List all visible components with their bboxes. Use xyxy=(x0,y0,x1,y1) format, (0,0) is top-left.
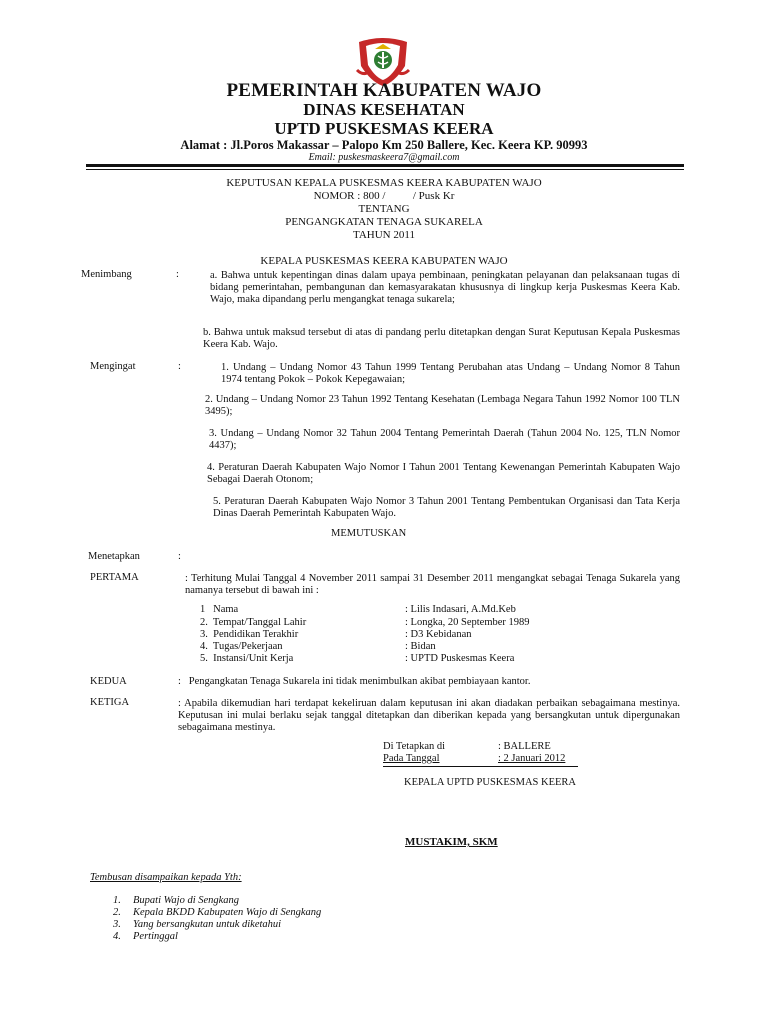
decree-subject: PENGANGKATAN TENAGA SUKARELA xyxy=(285,216,483,228)
decree-year: TAHUN 2011 xyxy=(353,229,415,241)
tembusan-num-3: 3. xyxy=(113,919,121,930)
memutuskan-heading: MEMUTUSKAN xyxy=(331,528,407,539)
tanggal-label: Pada Tanggal xyxy=(383,753,440,764)
letterhead-department: DINAS KESEHATAN xyxy=(303,100,465,119)
mengingat-label: Mengingat xyxy=(90,361,136,372)
mengingat-item-1: 1. Undang – Undang Nomor 43 Tahun 1999 Tentang Perubahan atas Undang – Undang Nomor 8 Tahun 1974 tentang Pokok – Pokok Kepegawaian; xyxy=(221,362,680,385)
field-label-education: 3. Pendidikan Terakhir xyxy=(200,629,299,640)
decree-title: KEPUTUSAN KEPALA PUSKESMAS KEERA KABUPATEN WAJO xyxy=(226,177,542,189)
field-value-name: : Lilis Indasari, A.Md.Keb xyxy=(405,604,516,615)
decree-tentang: TENTANG xyxy=(358,203,410,215)
menetapkan-label: Menetapkan xyxy=(88,551,140,562)
tembusan-title: Tembusan disampaikan kepada Yth: xyxy=(90,872,242,883)
signatory-position: KEPALA UPTD PUSKESMAS KEERA xyxy=(404,777,577,788)
tembusan-item-1: Bupati Wajo di Sengkang xyxy=(133,895,240,906)
menetapkan-colon: : xyxy=(178,551,181,562)
ketiga-label: KETIGA xyxy=(90,697,130,708)
tembusan-num-2: 2. xyxy=(113,907,121,918)
decree-authority: KEPALA PUSKESMAS KEERA KABUPATEN WAJO xyxy=(260,255,508,267)
menimbang-point-b: b. Bahwa untuk maksud tersebut di atas di pandang perlu ditetapkan dengan Surat Keputusan Kepala Puskesmas Keera Kab. Wajo. xyxy=(203,327,680,350)
kedua-label: KEDUA xyxy=(90,676,127,687)
field-label-birth: 2. Tempat/Tanggal Lahir xyxy=(200,617,307,628)
mengingat-item-2: 2. Undang – Undang Nomor 23 Tahun 1992 Tentang Kesehatan (Lembaga Negara Tahun 1992 Nomor 100 TLN 3495); xyxy=(205,394,680,417)
tanggal-value: : 2 Januari 2012 xyxy=(498,753,566,764)
field-label-job: 4. Tugas/Pekerjaan xyxy=(200,641,283,652)
pertama-text: : Terhitung Mulai Tanggal 4 November 2011 sampai 31 Desember 2011 mengangkat sebagai Tenaga Sukarela yang namanya tersebut di bawah ini : xyxy=(185,573,680,596)
field-label-unit: 5. Instansi/Unit Kerja xyxy=(200,653,294,664)
field-value-birth: : Longka, 20 September 1989 xyxy=(405,617,530,628)
mengingat-item-4: 4. Peraturan Daerah Kabupaten Wajo Nomor I Tahun 2001 Tentang Kewenangan Pemerintah Kabupaten Wajo Sebagai Daerah Otonom; xyxy=(207,462,680,485)
tembusan-num-4: 4. xyxy=(113,931,121,942)
menimbang-point-a: a. Bahwa untuk kepentingan dinas dalam upaya pembinaan, peningkatan pelayanan dan pelaksanaan tugas di bidang pemerintahan, pembangunan dan kemasyarakatan khususnya di lingkup kerja Puskesmas Keera Kab. Wajo, maka dipandang perlu mengangkat tenaga sukarela; xyxy=(210,270,680,305)
pertama-label: PERTAMA xyxy=(90,572,139,583)
date-underline xyxy=(383,766,578,767)
decree-number: NOMOR : 800 / / Pusk Kr xyxy=(313,190,455,202)
header-divider-thick xyxy=(86,164,684,167)
kedua-text: : Pengangkatan Tenaga Sukarela ini tidak menimbulkan akibat pembiayaan kantor. xyxy=(178,676,531,687)
ketiga-text: : Apabila dikemudian hari terdapat kekeliruan dalam keputusan ini akan diadakan perbaikan sebagaimana mestinya. Keputusan ini mulai berlaku sejak tanggal ditetapkan dan diberikan kepada yang bersangkutan untuk dipergunakan sebagaimana mestinya. xyxy=(178,698,680,733)
tembusan-num-1: 1. xyxy=(113,895,121,906)
ditetapkan-label: Di Tetapkan di xyxy=(383,741,446,752)
mengingat-item-3: 3. Undang – Undang Nomor 32 Tahun 2004 Tentang Pemerintah Daerah (Tahun 2004 No. 125, TLN Nomor 4437); xyxy=(209,428,680,451)
header-divider-thin xyxy=(86,169,684,170)
letterhead-email: Email: puskesmaskeera7@gmail.com xyxy=(308,152,460,163)
letterhead-unit: UPTD PUSKESMAS KEERA xyxy=(274,119,494,138)
ditetapkan-value: : BALLERE xyxy=(498,741,551,752)
tembusan-item-2: Kepala BKDD Kabupaten Wajo di Sengkang xyxy=(133,907,322,918)
menimbang-colon: : xyxy=(176,269,179,280)
tembusan-item-4: Pertinggal xyxy=(133,931,178,942)
letterhead-government: PEMERINTAH KABUPATEN WAJO xyxy=(226,80,542,101)
field-value-unit: : UPTD Puskesmas Keera xyxy=(405,653,515,664)
letterhead-address: Alamat : Jl.Poros Makassar – Palopo Km 250 Ballere, Kec. Keera KP. 90993 xyxy=(180,138,588,152)
signatory-name: MUSTAKIM, SKM xyxy=(405,836,498,848)
mengingat-colon: : xyxy=(178,361,181,372)
mengingat-item-5: 5. Peraturan Daerah Kabupaten Wajo Nomor 3 Tahun 2001 Tentang Pembentukan Organisasi dan Tata Kerja Dinas Daerah Pemerintah Kabupaten Wajo. xyxy=(213,496,680,519)
field-value-education: : D3 Kebidanan xyxy=(405,629,472,640)
field-label-name: 1 Nama xyxy=(200,604,239,615)
field-value-job: : Bidan xyxy=(405,641,436,652)
tembusan-item-3: Yang bersangkutan untuk diketahui xyxy=(133,919,282,930)
menimbang-label: Menimbang xyxy=(81,269,132,280)
